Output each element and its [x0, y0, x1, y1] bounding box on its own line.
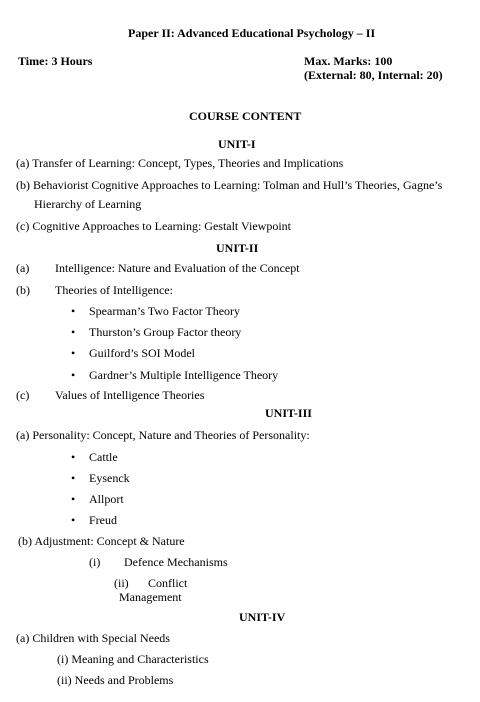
- list-item: • Thurston’s Group Factor theory: [71, 325, 242, 339]
- unit-2-item-a-label: (a): [16, 261, 30, 275]
- bullet-icon: •: [71, 471, 76, 485]
- unit-2-item-a: Intelligence: Nature and Evaluation of the Concept: [55, 261, 300, 275]
- bullet-icon: •: [71, 492, 76, 506]
- unit-3-subitem-ii-label: (ii): [114, 576, 129, 590]
- unit-3-item-b: (b) Adjustment: Concept & Nature: [18, 534, 185, 548]
- bullet-icon: •: [71, 325, 76, 339]
- exam-time: Time: 3 Hours: [18, 54, 93, 68]
- unit-3-subitem-i-label: (i): [89, 555, 101, 569]
- bullet-icon: •: [71, 304, 76, 318]
- bullet-icon: •: [71, 450, 76, 464]
- unit-2-item-c: Values of Intelligence Theories: [55, 388, 205, 402]
- unit-1-item-a: (a) Transfer of Learning: Concept, Types, Theories and Implications: [16, 156, 344, 170]
- list-item: • Eysenck: [71, 471, 130, 485]
- unit-1-title: UNIT-I: [218, 137, 256, 151]
- paper-title: Paper II: Advanced Educational Psychology – II: [128, 26, 376, 40]
- list-item: • Guilford’s SOI Model: [71, 346, 195, 360]
- unit-2-title: UNIT-II: [216, 241, 259, 255]
- unit-3-subitem-ii-cont: Management: [119, 590, 182, 604]
- list-item: • Cattle: [71, 450, 118, 464]
- unit-1-item-b: (b) Behaviorist Cognitive Approaches to Learning: Tolman and Hull’s Theories, Gagne’s: [16, 178, 443, 192]
- unit-2-item-c-label: (c): [16, 388, 30, 402]
- unit-4-subitem-ii: (ii) Needs and Problems: [57, 673, 174, 687]
- unit-4-item-a: (a) Children with Special Needs: [16, 631, 170, 645]
- list-item: • Allport: [71, 492, 124, 506]
- unit-3-subitem-i: Defence Mechanisms: [124, 555, 228, 569]
- bullet-icon: •: [71, 513, 76, 527]
- unit-3-item-a: (a) Personality: Concept, Nature and Theories of Personality:: [16, 428, 310, 442]
- unit-4-subitem-i: (i) Meaning and Characteristics: [57, 652, 209, 666]
- unit-2-item-b-label: (b): [16, 283, 30, 297]
- marks-split: (External: 80, Internal: 20): [304, 68, 443, 82]
- unit-3-subitem-ii: Conflict: [148, 576, 188, 590]
- course-content-heading: COURSE CONTENT: [189, 109, 302, 123]
- list-item: • Gardner’s Multiple Intelligence Theory: [71, 368, 279, 382]
- unit-2-item-b: Theories of Intelligence:: [55, 283, 173, 297]
- unit-1-item-b-cont: Hierarchy of Learning: [34, 197, 142, 211]
- bullet-icon: •: [71, 346, 76, 360]
- list-item: • Spearman’s Two Factor Theory: [71, 304, 241, 318]
- bullet-icon: •: [71, 368, 76, 382]
- max-marks: Max. Marks: 100: [304, 54, 393, 68]
- unit-3-title: UNIT-III: [265, 406, 312, 420]
- unit-4-title: UNIT-IV: [239, 610, 286, 624]
- list-item: • Freud: [71, 513, 117, 527]
- unit-1-item-c: (c) Cognitive Approaches to Learning: Gestalt Viewpoint: [16, 219, 291, 233]
